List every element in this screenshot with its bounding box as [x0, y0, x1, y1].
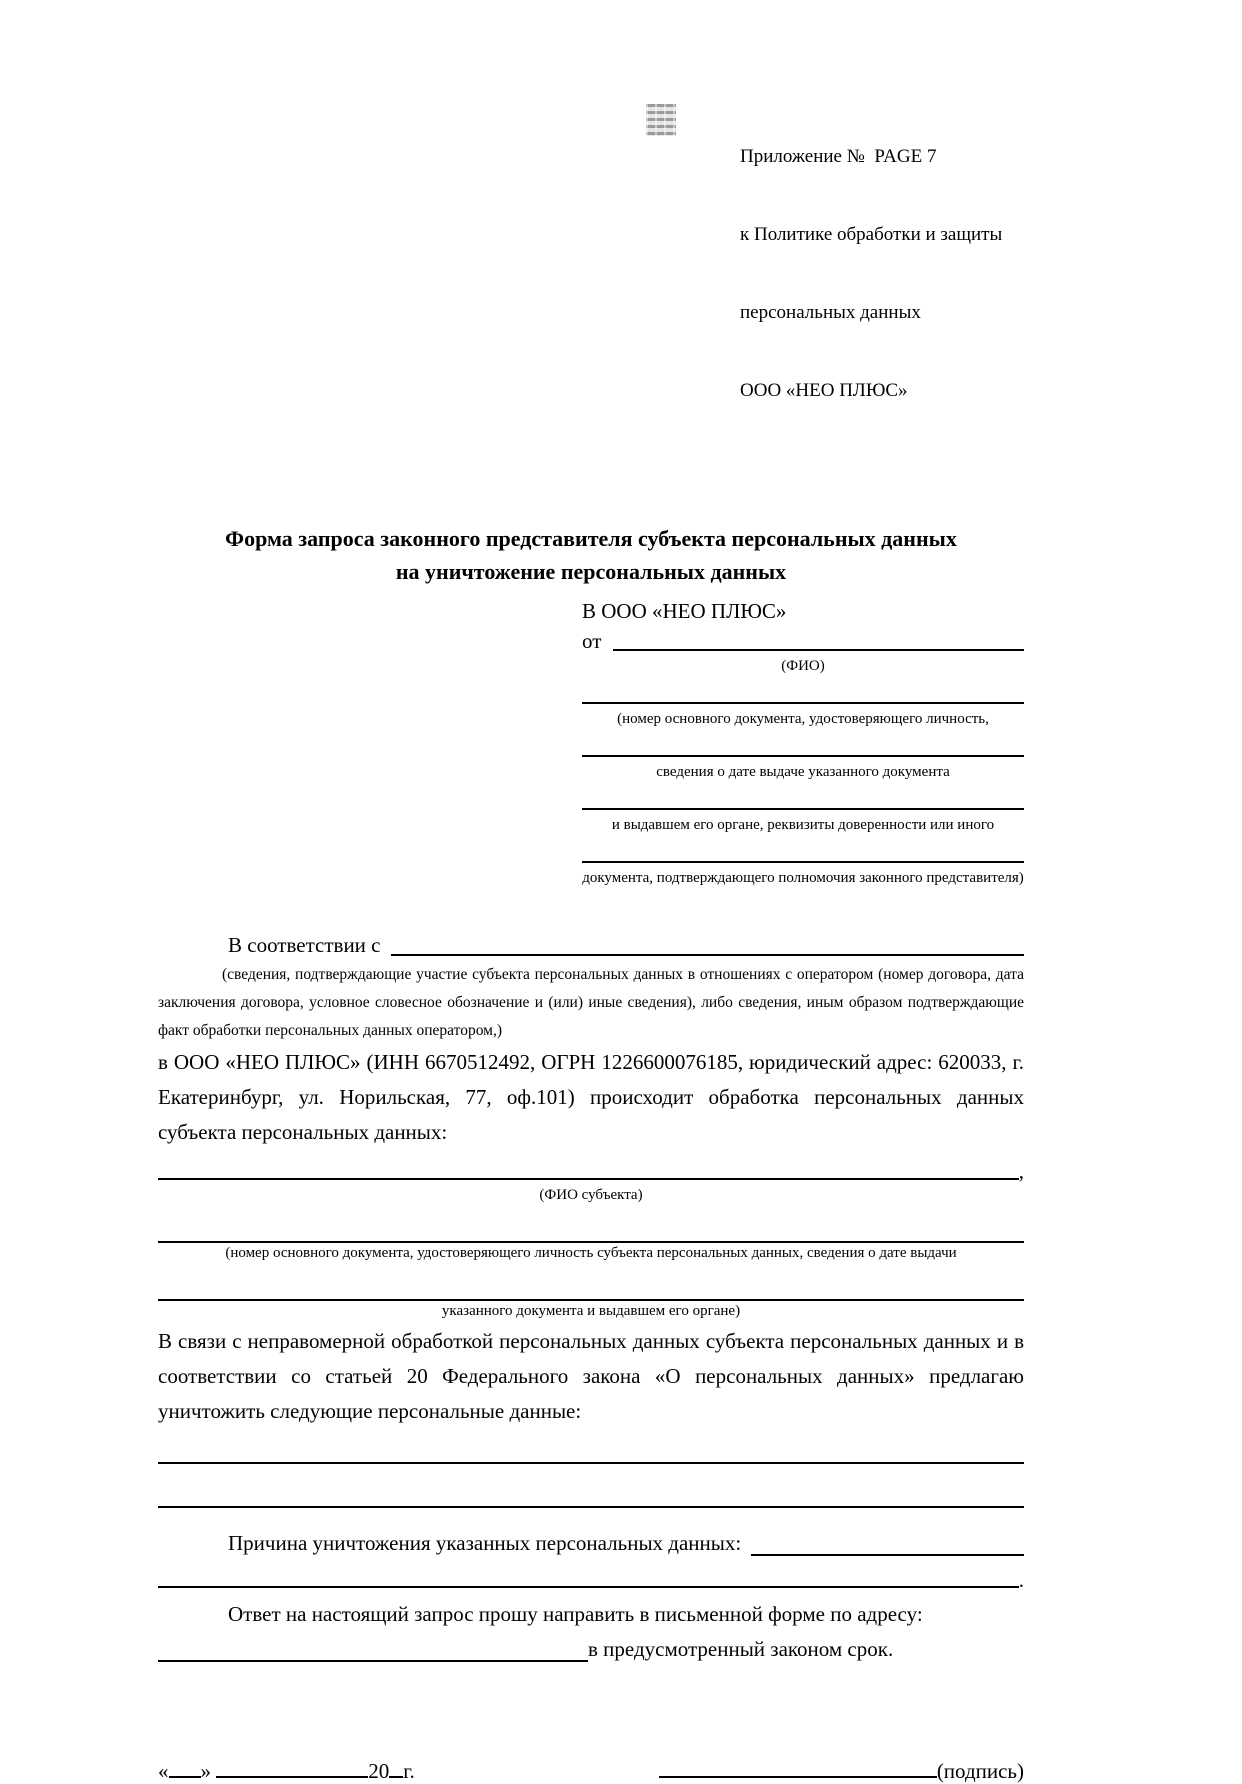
document-blank-line [582, 677, 1024, 704]
addressee-block [582, 596, 1024, 889]
appendix-line: персональных данных [740, 302, 921, 323]
fill-group-authority [582, 783, 1024, 836]
fill-group-powers [582, 836, 1024, 889]
signature-group [659, 1759, 1024, 1784]
appendix-line: к Политике обработки и защиты [740, 224, 1003, 245]
data-blank-line-2 [158, 1464, 1024, 1508]
date-day-blank [169, 1774, 201, 1778]
authority-blank-line [582, 783, 1024, 810]
footer-row [158, 1759, 1024, 1784]
issue-date-blank-line [582, 730, 1024, 757]
date-open-quote: « [158, 1759, 169, 1783]
title-line-2: на уничтожение персональных данных [395, 559, 787, 584]
from-row [582, 626, 1024, 656]
reason-line-suffix: . [1018, 1568, 1024, 1592]
powers-caption: документа, подтверждающего полномочия законного представителя) [582, 870, 1024, 886]
according-blank-line [391, 954, 1025, 956]
document-header [158, 0, 1024, 456]
document-caption: (номер основного документа, удостоверяющего личность, [617, 711, 989, 727]
subject-doc-caption-1: (номер основного документа, удостоверяющего личность субъекта персональных данных, сведения о дате выдачи [225, 1245, 957, 1261]
signature-blank-line [659, 1774, 937, 1778]
from-label: от [582, 629, 602, 653]
reason-blank-line-2 [158, 1586, 1019, 1588]
fio-blank-line [613, 649, 1024, 651]
fill-group-document [582, 677, 1024, 730]
subject-doc-blank-line-2 [158, 1266, 1024, 1301]
reason-blank-line [751, 1554, 1024, 1556]
addressee-to: В ООО «НЕО ПЛЮС» [582, 599, 787, 623]
date-year: 20 [368, 1759, 390, 1783]
title-line-1: Форма запроса законного представителя субъекта персональных данных [225, 526, 957, 551]
subject-doc-blank-line [158, 1208, 1024, 1243]
issue-date-caption: сведения о дате выдаче указанного документа [656, 764, 950, 780]
appendix-line: Приложение № PAGE 7 [740, 146, 937, 167]
according-label: В соответствии с [228, 933, 381, 957]
signature-caption: (подпись) [936, 1759, 1024, 1783]
reason-label: Причина уничтожения указанных персональных данных: [228, 1531, 742, 1555]
date-year-blank [389, 1774, 403, 1778]
fill-group-issue-date [582, 730, 1024, 783]
reply-line-2-row [158, 1632, 1024, 1667]
document-content [158, 0, 1024, 1784]
reason-continuation-row [158, 1561, 1024, 1593]
fio-caption: (ФИО) [781, 658, 825, 674]
subject-fio-caption: (ФИО субъекта) [539, 1187, 643, 1203]
powers-blank-line [582, 836, 1024, 863]
subject-fio-row [158, 1150, 1024, 1185]
date-close-quote: » [200, 1759, 211, 1783]
subject-fio-blank-line [158, 1178, 1019, 1180]
subject-line-suffix: , [1018, 1159, 1024, 1183]
field-code-stripes-icon [646, 104, 676, 136]
data-blank-line-1 [158, 1429, 1024, 1464]
request-paragraph: В связи с неправомерной обработкой персональных данных субъекта персональных данных и в соответствии со статьей 20 Федерального закона «О персональных данных» предлагаю уничтожить следующие персональные данные: [158, 1329, 1024, 1423]
according-note: (сведения, подтверждающие участие субъекта персональных данных в отношениях с оператором (номер договора, дата заключения договора, условное словесное обозначение и (или) иные сведения), либо сведения, иным образом подтверждающие факт обработки персональных данных оператором,) [158, 966, 1024, 1039]
date-group [158, 1759, 415, 1784]
document-title [158, 522, 1024, 588]
date-month-blank [216, 1774, 368, 1778]
according-row [158, 929, 1024, 961]
address-blank-line [158, 1660, 588, 1662]
subject-doc-caption-2: указанного документа и выдавшем его органе) [441, 1303, 741, 1319]
authority-caption: и выдавшем его органе, реквизиты доверенности или иного [611, 817, 995, 833]
appendix-line: ООО «НЕО ПЛЮС» [740, 380, 908, 401]
reply-line-1: Ответ на настоящий запрос прошу направить в письменной форме по адресу: [228, 1602, 923, 1626]
operator-paragraph: в ООО «НЕО ПЛЮС» (ИНН 6670512492, ОГРН 1226600076185, юридический адрес: 620033, г. Екатеринбург, ул. Норильская, 77, оф.101) происходит обработка персональных данных субъекта персональных данных: [158, 1050, 1024, 1144]
reason-row [158, 1526, 1024, 1561]
reply-line-2: в предусмотренный законом срок. [588, 1637, 894, 1661]
appendix-block [740, 92, 1024, 456]
date-year-suffix: г. [403, 1759, 415, 1783]
